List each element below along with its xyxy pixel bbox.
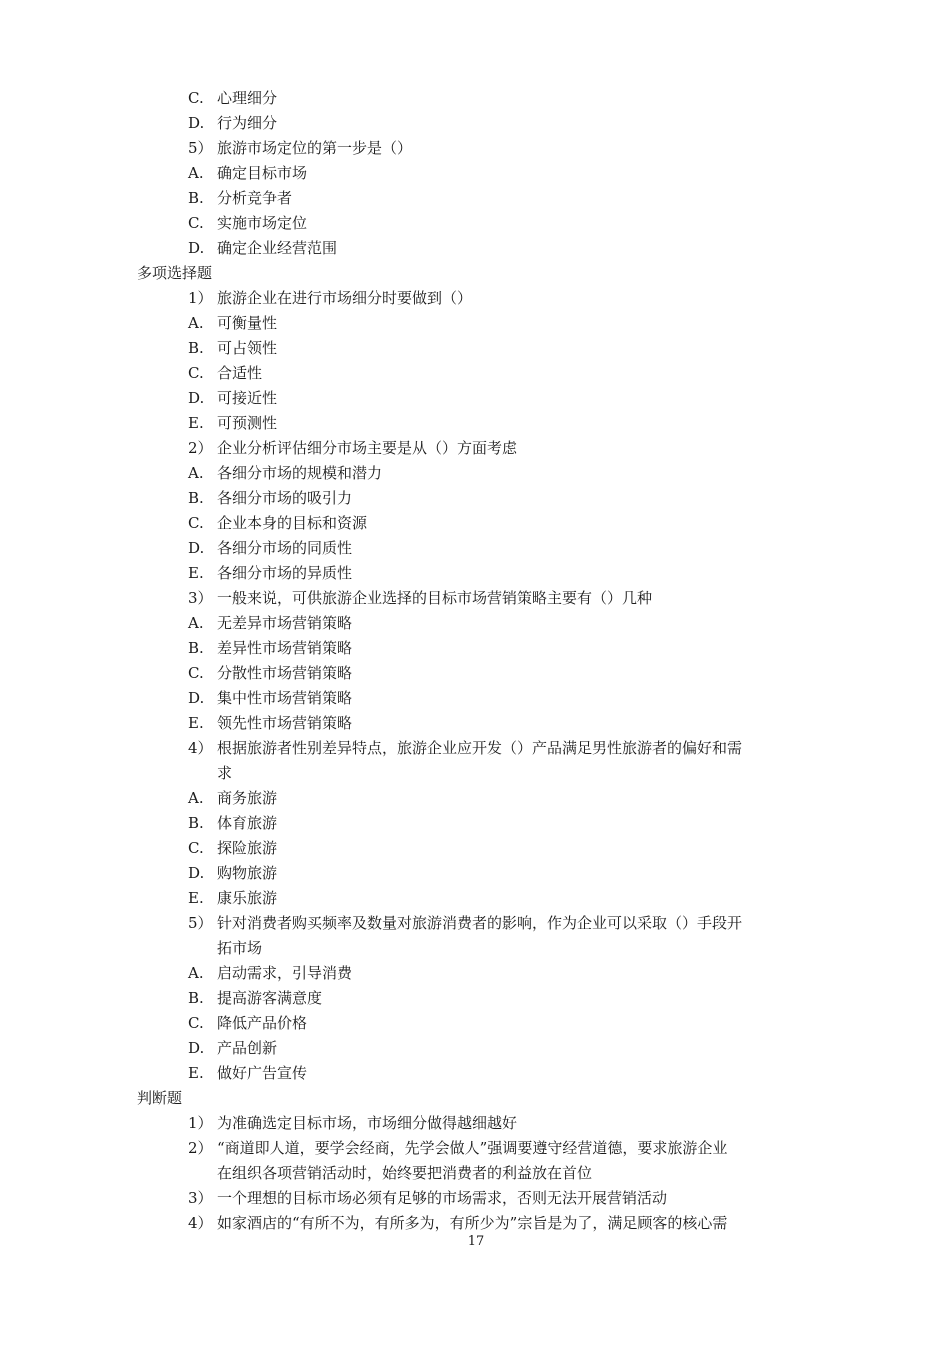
question-item [0,286,952,311]
option-label: A. [188,164,204,182]
question-text: 根据旅游者性别差异特点，旅游企业应开发（）产品满足男性旅游者的偏好和需 [217,739,743,757]
option-text: 分散性市场营销策略 [217,664,353,682]
question-number: 3） [188,1189,213,1207]
question-text-continued: 求 [217,764,233,782]
question-text-continued: 拓市场 [217,939,263,957]
answer-option [0,611,952,636]
option-label: A. [188,614,204,632]
option-label: B. [188,339,204,357]
question-text: 企业分析评估细分市场主要是从（）方面考虑 [217,439,518,457]
question-text: 针对消费者购买频率及数量对旅游消费者的影响，作为企业可以采取（）手段开 [217,914,743,932]
option-text: 体育旅游 [217,814,278,832]
answer-option [0,561,952,586]
answer-option [0,486,952,511]
question-number: 4） [188,1214,213,1232]
question-text: 一般来说，可供旅游企业选择的目标市场营销策略主要有（）几种 [217,589,653,607]
question-number: 1） [188,289,213,307]
option-label: E. [188,564,204,582]
option-label: C. [188,514,204,532]
question-text: 如家酒店的“有所不为，有所多为，有所少为”宗旨是为了，满足顾客的核心需 [217,1214,728,1232]
answer-option [0,836,952,861]
option-label: D. [188,689,205,707]
option-label: B. [188,489,204,507]
question-item [0,1186,952,1211]
option-text: 领先性市场营销策略 [217,714,353,732]
answer-option [0,686,952,711]
option-label: D. [188,389,205,407]
question-continuation [0,936,952,961]
answer-option [0,336,952,361]
option-label: C. [188,364,204,382]
question-item [0,1136,952,1161]
option-text: 可衡量性 [217,314,278,332]
option-label: E. [188,1064,204,1082]
option-label: A. [188,789,204,807]
answer-option [0,186,952,211]
option-text: 商务旅游 [217,789,278,807]
option-text: 做好广告宣传 [217,1064,308,1082]
question-item [0,586,952,611]
question-text: 旅游市场定位的第一步是（） [217,139,413,157]
option-text: 合适性 [217,364,263,382]
option-label: B. [188,639,204,657]
answer-option [0,236,952,261]
answer-option [0,1061,952,1086]
question-text: 旅游企业在进行市场细分时要做到（） [217,289,473,307]
question-item [0,136,952,161]
option-text: 探险旅游 [217,839,278,857]
option-label: C. [188,839,204,857]
question-text: 一个理想的目标市场必须有足够的市场需求，否则无法开展营销活动 [217,1189,668,1207]
question-text: 为准确选定目标市场，市场细分做得越细越好 [217,1114,518,1132]
option-text: 产品创新 [217,1039,278,1057]
option-label: D. [188,864,205,882]
answer-option [0,986,952,1011]
option-label: C. [188,1014,204,1032]
option-text: 可占领性 [217,339,278,357]
option-text: 行为细分 [217,114,278,132]
answer-option [0,411,952,436]
question-number: 5） [188,914,213,932]
option-label: A. [188,964,204,982]
question-item [0,736,952,761]
option-label: C. [188,664,204,682]
option-label: E. [188,714,204,732]
answer-option [0,1036,952,1061]
option-label: D. [188,1039,205,1057]
answer-option [0,886,952,911]
section-heading: 判断题 [137,1089,183,1107]
option-text: 启动需求，引导消费 [217,964,353,982]
option-text: 降低产品价格 [217,1014,308,1032]
option-label: C. [188,214,204,232]
question-continuation [0,761,952,786]
answer-option [0,311,952,336]
question-item [0,436,952,461]
option-label: B. [188,989,204,1007]
answer-option [0,1011,952,1036]
answer-option [0,111,952,136]
option-label: D. [188,539,205,557]
answer-option [0,361,952,386]
option-label: E. [188,889,204,907]
question-text-continued: 在组织各项营销活动时，始终要把消费者的利益放在首位 [217,1164,593,1182]
question-number: 1） [188,1114,213,1132]
option-text: 提高游客满意度 [217,989,323,1007]
option-text: 康乐旅游 [217,889,278,907]
option-text: 企业本身的目标和资源 [217,514,368,532]
option-text: 差异性市场营销策略 [217,639,353,657]
option-text: 各细分市场的异质性 [217,564,353,582]
answer-option [0,161,952,186]
option-label: B. [188,189,204,207]
answer-option [0,786,952,811]
page-number: 17 [467,1234,485,1249]
option-text: 确定企业经营范围 [217,239,338,257]
option-label: A. [188,314,204,332]
answer-option [0,711,952,736]
answer-option [0,511,952,536]
option-label: D. [188,114,205,132]
section-heading: 多项选择题 [137,264,213,282]
option-text: 集中性市场营销策略 [217,689,353,707]
answer-option [0,661,952,686]
option-text: 各细分市场的同质性 [217,539,353,557]
option-text: 各细分市场的规模和潜力 [217,464,383,482]
answer-option [0,961,952,986]
question-item [0,911,952,936]
option-text: 确定目标市场 [217,164,308,182]
question-number: 3） [188,589,213,607]
answer-option [0,636,952,661]
option-text: 各细分市场的吸引力 [217,489,353,507]
answer-option [0,386,952,411]
answer-option [0,811,952,836]
option-text: 实施市场定位 [217,214,308,232]
answer-option [0,86,952,111]
answer-option [0,461,952,486]
answer-option [0,536,952,561]
option-label: B. [188,814,204,832]
option-text: 可预测性 [217,414,278,432]
option-text: 无差异市场营销策略 [217,614,353,632]
option-text: 心理细分 [217,89,278,107]
option-label: A. [188,464,204,482]
option-text: 分析竞争者 [217,189,293,207]
answer-option [0,211,952,236]
answer-option [0,861,952,886]
question-number: 2） [188,439,213,457]
question-continuation [0,1161,952,1186]
option-text: 购物旅游 [217,864,278,882]
question-item [0,1111,952,1136]
question-number: 4） [188,739,213,757]
option-text: 可接近性 [217,389,278,407]
page-content [0,86,952,1236]
option-label: E. [188,414,204,432]
question-text: “商道即人道，要学会经商，先学会做人”强调要遵守经营道德，要求旅游企业 [217,1139,728,1157]
option-label: C. [188,89,204,107]
question-number: 2） [188,1139,213,1157]
question-number: 5） [188,139,213,157]
option-label: D. [188,239,205,257]
